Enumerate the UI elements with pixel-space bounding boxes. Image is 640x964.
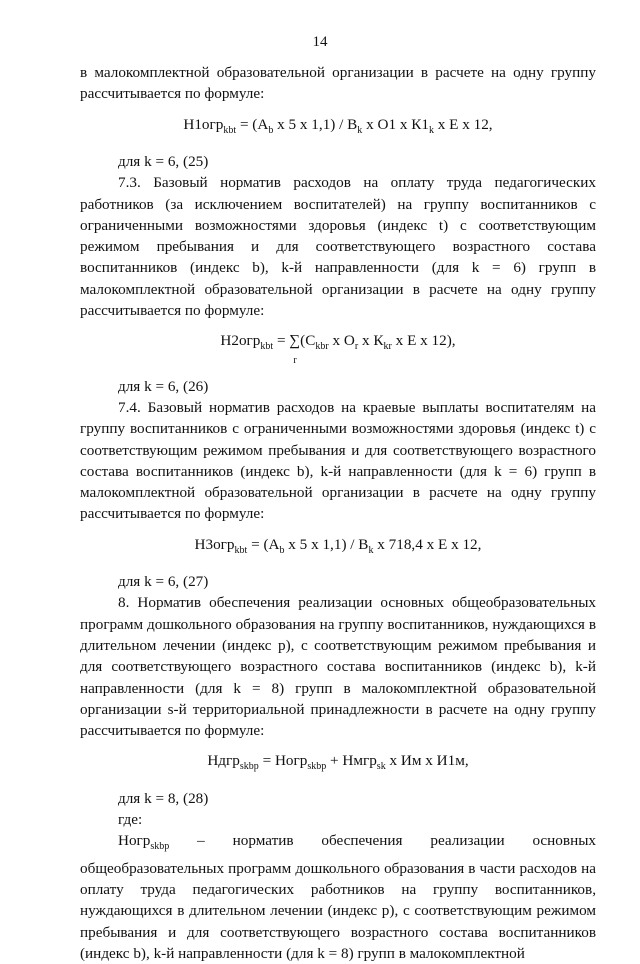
page-number: 14 (312, 34, 328, 50)
paragraph-7-4: 7.4. Базовый норматив расходов на краевые выплаты воспитателям на группу воспитанников с ограниченными возможностями здоровья (индекс t) с соответствующим режимом пребывания и для соответствующего возрастного состава воспитанников (индекс b), k-й направленности (для k = 6) групп в малокомплектной образовательной организации в расчете на одну группу рассчитывается по формуле: (80, 398, 596, 523)
formula-27-note: для k = 6, (27) (118, 573, 209, 591)
paragraph-8: 8. Норматив обеспечения реализации основных общеобразовательных программ дошкольного образования на группу воспитанников, нуждающихся в длительном лечении (индекс p), с соответствующим режимом пребывания и для соответствующего возрастного состава воспитанников (индекс b), k-й направленности (для k = 8) групп в малокомплектной образовательной организации s-й территориальной принадлежности в расчете на одну группу рассчитывается по формуле: (80, 594, 596, 740)
sum-index: r (293, 354, 297, 366)
definition-nogr: Ногр$_{skbp}$ – норматив обеспечения реализации основных общеобразовательных программ дошкольного образования в части расходов на оплату труда педагогических работников на группу воспитанников, нуждающихся в длительном лечении (индекс p), с соответствующим режимом пребывания и для соответствующего возрастного состава воспитанников (индекс b), k-й направленности (для k = 8) групп в малокомплектной (80, 832, 596, 962)
formula-25: $Н1огр_{kbt} = (А_b$ х 5 х $1,1) / В_k$ х О1 х $К1_k$ х Е х 12, (183, 115, 493, 136)
formula-25-note: для k = 6, (25) (118, 152, 209, 170)
formula-28-note: для k = 8, (28) (118, 789, 209, 807)
page-content (80, 62, 596, 964)
formula-28: Ндгр$_{skbp}$ = Ногр$_{skbp}$ + Нмгр$_{sk}$ х Им х И1м, (207, 752, 469, 773)
paragraph-intro: в малокомплектной образовательной организации в расчете на одну группу рассчитывается по формуле: (80, 64, 596, 103)
formula-26-note: для k = 6, (26) (118, 377, 209, 395)
formula-27: $Н3огр_{kbt} = (А_b$ х 5 х $1,1) / В_k$ х 718,4 х Е х 12, (194, 535, 482, 556)
formula-26: $Н2огр_{kbt} = \sum(С_{kbr}$ х $О_r$ х $К_{kr}$ х Е х 12), (220, 332, 456, 353)
paragraph-7-3: 7.3. Базовый норматив расходов на оплату труда педагогических работников (за исключением воспитателей) на группу воспитанников с ограниченными возможностями здоровья (индекс t) с соответствующим режимом пребывания и для соответствующего возрастного состава воспитанников (индекс b), k-й направленности (для k = 6) групп в малокомплектной образовательной организации в расчете на одну группу рассчитывается по формуле: (80, 174, 596, 319)
where-label: где: (118, 811, 143, 829)
